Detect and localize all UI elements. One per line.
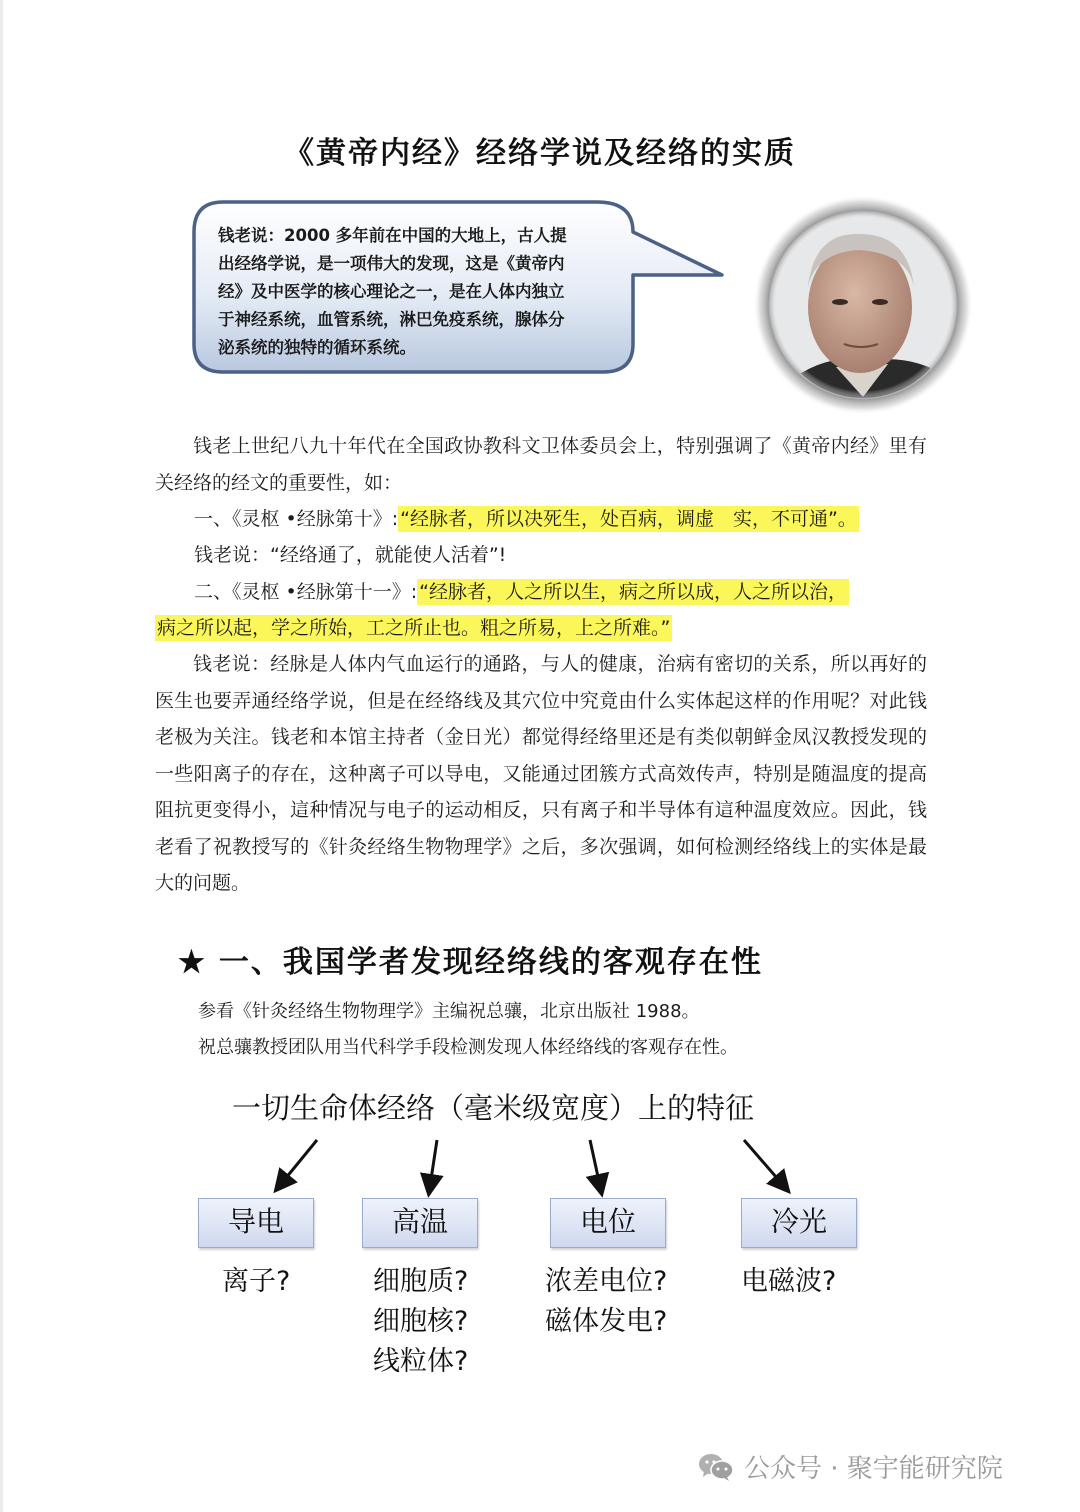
saying-1: 钱老说：“经络通了，就能使人活着”! <box>194 544 507 566</box>
description-line: 祝总骧教授团队用当代科学手段检测发现人体经络线的客观存在性。 <box>198 1037 738 1058</box>
question-item: 线粒体? <box>373 1346 469 1377</box>
node-questions-cold-light <box>741 1262 836 1302</box>
quote-1-highlight: “经脉者，所以决死生，处百病，调虚 实，不可通”。 <box>400 508 857 530</box>
quote-2-cont <box>155 610 672 646</box>
bubble-line: 经》及中医学的核心理论之一，是在人体内独立 <box>218 282 565 301</box>
watermark-text: 公众号 · 聚宇能研究院 <box>744 1454 1003 1484</box>
arrow-icon <box>430 1140 437 1186</box>
node-questions-conductivity <box>222 1262 290 1302</box>
question-item: 细胞核? <box>373 1306 469 1337</box>
question-item: 细胞质? <box>373 1266 469 1297</box>
arrow-icon <box>281 1140 317 1184</box>
star-icon: ★ <box>178 945 207 980</box>
bubble-line: 于神经系统，血管系统，淋巴免疫系统，腺体分 <box>218 310 565 329</box>
section-heading-text: 一、我国学者发现经络线的客观存在性 <box>218 945 763 980</box>
watermark <box>698 1448 1003 1485</box>
portrait-image <box>748 192 978 418</box>
bubble-line: 泌系统的独特的循环系统。 <box>218 338 416 357</box>
intro-paragraph: 钱老上世纪八九十年代在全国政协教科文卫体委员会上，特别强调了《黄帝内经》里有关经络的经文的重要性，如： <box>155 435 927 494</box>
question-item: 离子? <box>222 1266 291 1297</box>
question-item: 浓差电位? <box>545 1266 668 1297</box>
page-title: 《黄帝内经》经络学说及经络的实质 <box>284 136 796 171</box>
question-item: 电磁波? <box>741 1266 837 1297</box>
bubble-line: 出经络学说，是一项伟大的发现，这是《黄帝内 <box>218 254 565 273</box>
section-heading <box>178 937 763 981</box>
bubble-line: 钱老说：2000 多年前在中国的大地上，古人提 <box>218 226 567 245</box>
arrow-icon <box>590 1140 600 1186</box>
page-edge <box>0 0 3 1512</box>
node-high-temperature: 高温 <box>362 1198 478 1248</box>
quote-2-highlight: “经脉者，人之所以生，病之所以成，人之所以治， <box>419 581 848 603</box>
quote-1-source: 一、《灵枢 •经脉第十》: <box>194 508 399 530</box>
node-questions-potential <box>545 1262 667 1342</box>
node-conductivity: 导电 <box>198 1198 314 1248</box>
quote-1 <box>194 501 859 537</box>
quote-2-source: 二、《灵枢 •经脉第十一》: <box>194 581 418 603</box>
quote-2 <box>194 574 849 610</box>
arrow-icon <box>744 1140 783 1185</box>
node-questions-high-temperature <box>373 1262 468 1382</box>
wechat-icon <box>698 1452 734 1482</box>
node-potential: 电位 <box>550 1198 666 1248</box>
quote-2-highlight-cont: 病之所以起，学之所始，工之所止也。粗之所易，上之所难。” <box>157 617 671 639</box>
speech-bubble-text <box>218 222 618 362</box>
node-cold-light: 冷光 <box>741 1198 857 1248</box>
main-paragraph: 钱老说：经脉是人体内气血运行的通路，与人的健康，治病有密切的关系，所以再好的医生也要弄通经络学说，但是在经络线及其穴位中究竟由什么实体起这样的作用呢？对此钱老极为关注。钱老和本馆主持者（金日光）都觉得经络里还是有类似朝鲜金凤汉教授发现的一些阳离子的存在，这种离子可以导电，又能通过团簇方式高效传声，特别是随温度的提高阻抗更变得小，這种情况与电子的运动相反，只有离子和半导体有這种温度效应。因此，钱老看了祝教授写的《针灸经络生物物理学》之后，多次强调，如何检测经络线上的实体是最大的问题。 <box>155 653 927 894</box>
reference-line: 参看《针灸经络生物物理学》主编祝总骧，北京出版社 1988。 <box>198 1001 700 1022</box>
question-item: 磁体发电? <box>545 1306 668 1337</box>
diagram-title: 一切生命体经络（毫米级宽度）上的特征 <box>232 1091 755 1125</box>
